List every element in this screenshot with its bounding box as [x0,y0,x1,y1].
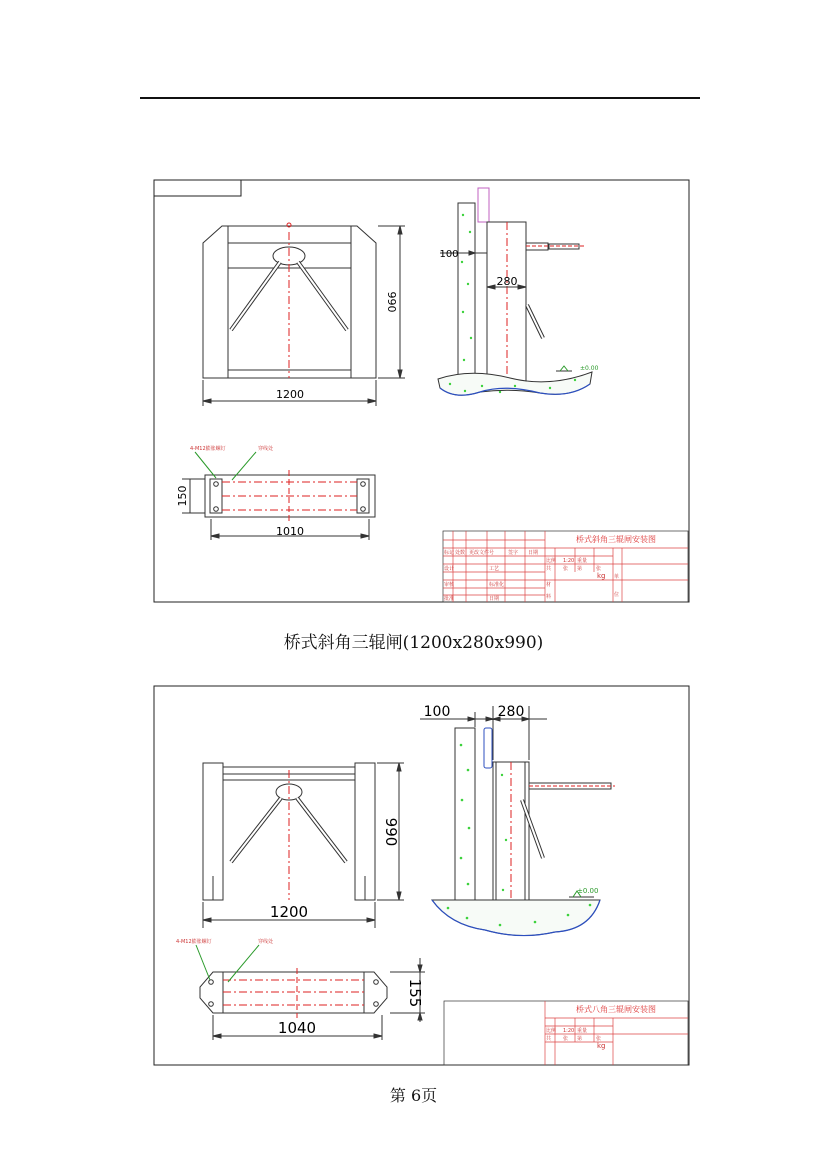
tb2-cell-7: kg [597,1042,606,1050]
tb1-header-1: 处数 [455,550,466,556]
dim-width-1: 1200 [276,388,304,401]
tb1-cell-11: 第 [577,566,583,572]
concrete-hatch-2 [447,744,592,927]
dim-base-depth-1: 150 [176,485,189,507]
page-number: 第 6页 [389,1086,438,1105]
tb1-cell-12: 张 [596,566,602,572]
tb1-header-2: 更改文件号 [469,550,495,556]
title-block-2-title: 桥式八角三辊闸安装图 [576,1005,656,1014]
tb1-cell-13: 材 [546,582,552,588]
tb1-cell-2: 批准 [444,596,455,602]
tb2-cell-6: 张 [596,1036,602,1042]
tb1-cell-16: 单 [614,574,620,580]
tb1-cell-3: 工艺 [489,566,500,572]
tb1-cell-1: 审核 [444,582,455,588]
level-mark-2: ±0.00 [577,887,599,895]
note-conduit-2: 穿线处 [258,939,274,945]
dim-post-depth-2: 280 [497,704,525,720]
tb2-cell-5: 第 [577,1036,583,1042]
tb1-cell-6: 比例 [546,558,557,564]
tb1-cell-7: 1:20 [563,558,575,564]
tb1-cell-4: 标准化 [489,582,505,588]
title-block-1-title: 桥式斜角三辊闸安装图 [576,535,656,544]
tb1-cell-10: 张 [563,566,569,572]
dim-post-gap-2: 100 [423,704,451,720]
tb2-cell-2: 重量 [577,1028,588,1034]
tb1-cell-8: 重量 [577,558,588,564]
side-view-2 [420,706,615,936]
dim-width-2: 1200 [269,903,309,921]
dim-post-depth-1: 280 [496,275,518,288]
note-bolts-1: 4-M12膨胀螺钉 [190,446,226,452]
tb1-cell-17: 位 [614,592,620,598]
tb1-cell-9: 共 [546,566,552,572]
level-mark-1: ±0.00 [580,365,599,372]
tb1-cell-5: 日期 [489,596,500,602]
dim-height-2: 990 [382,817,400,847]
dim-base-width-2: 1040 [277,1019,317,1037]
tb1-cell-0: 设计 [444,566,455,572]
tb2-cell-1: 1:20 [563,1028,575,1034]
tb2-cell-3: 共 [546,1036,552,1042]
note-bolts-2: 4-M12膨胀螺钉 [176,939,212,945]
dim-base-width-1: 1010 [276,525,304,538]
tb1-cell-15: kg [597,572,606,580]
caption-1: 桥式斜角三辊闸(1200x280x990) [283,633,544,653]
tb2-cell-0: 比例 [546,1028,557,1034]
dim-post-gap-1: 100 [439,249,459,260]
note-conduit-1: 穿线处 [258,446,274,452]
tb1-header-4: 日期 [528,550,539,556]
tb2-cell-4: 张 [563,1036,569,1042]
dim-height-1: 990 [385,291,398,313]
tb1-cell-14: 料 [546,594,552,600]
tb1-header-3: 签字 [508,550,519,556]
dim-base-depth-2: 155 [406,978,424,1008]
tb1-header-0: 标记 [444,550,455,556]
